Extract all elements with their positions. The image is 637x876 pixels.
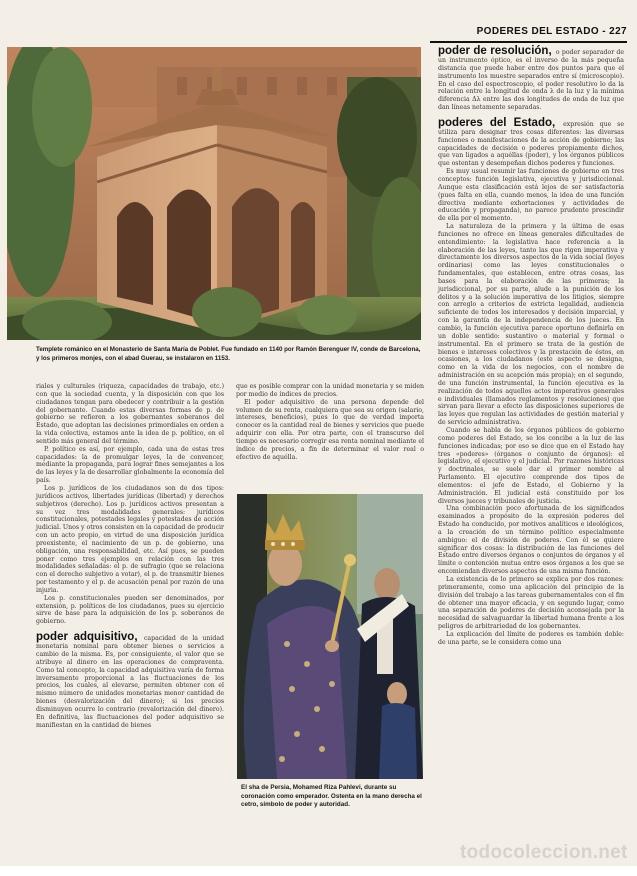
entry-term: poderes del Estado, [438, 116, 556, 129]
entry-poder-adquisitivo [36, 632, 224, 729]
entry-poderes-del-estado [438, 118, 624, 168]
paragraph: P. político es así, por ejemplo, cada una de estas tres capacidades: la de promulgar leyes, la de convencer, mediante la propaganda, para lograr fines semejantes a los de las leyes y la de desarrollar globalmente la economía del país. [36, 445, 224, 485]
monastery-photo [7, 47, 421, 340]
entry-body: o poder separador de un instrumento óptico, es el inverso de la más pequeña distancia que puede haber entre dos puntos para que el instrumento los muestre separados entre sí (microscopio). En el caso del espectroscopio, el poder resolutivo lo da la relación entre la longitud de onda λ de la luz y la mínima diferencia Δλ entre las dos longitudes de onda de luz que dan líneas netamente separadas. [438, 49, 625, 112]
text-column-1 [36, 383, 224, 729]
paragraph: La naturaleza de la primera y la última de esas funciones no ofrece en líneas generales dificultades de entendimiento: la legislativa hace referencia a la elaboración de las leyes, tanto las que rigen imperativa y directamente los diversos aspectos de la vida social (leyes ordinarias) como las leyes constitucionales o fundamentales, que establecen, entre otras cosas, las bases para la elaboración de las primeras; la jurisdiccional, por su parte, alude a la punición de los delitos y a la solución imperativa de los litigios, siempre con arreglo a criterios de estricta legalidad, audiencia suficiente de todos los interesados y decisión imparcial, y con la garantía de la independencia de los jueces. En cambio, la función ejecutiva parece oportuno definirla en un doble sentido: sustantivo o material y formal o instrumental. En el primero se trata de la gestión de bienes e intereses colectivos y la prestación de éstos, en ocasiones, a los ciudadanos (este aspecto se designa, como en la vida de los negocios, con el nombre de administración en su acepción más propia); en el segundo, de una función instrumental, la función ejecutiva es la realización de todos aquellos actos imperativos generales e individuales (llamados reglamentos y resoluciones) que sirvan para llevar a efecto las disposiciones superiores de las leyes que regulan las actividades de gestión material y de servicio administrativa. [438, 223, 624, 427]
header-rule [430, 41, 627, 43]
paragraph: Los p. jurídicos de los ciudadanos son de dos tipos: jurídicos activos, libertades jurídicas (libertad) y derechos subjetivos (derecho). Los p. jurídicos activos presentan a su vez tres modalidades generales: jurídicos constitucionales, potestades legales y potestades de acción judicial. Unos y otros consisten en la capacidad de producir con un acto propio, en virtud de una disposición jurídica preexistente, el nacimiento de un p. de gobierno, una obligación, una responsabilidad, etc. Así pues, se pueden poner como tres ejemplos en relación con las tres modalidades señaladas: el p. de sufragio (que se relaciona con el derecho subjetivo a votar), el p. de transmitir bienes por testamento y el p. de acusación penal por razón de una injuria. [36, 484, 224, 594]
running-header: PODERES DEL ESTADO - 227 [476, 26, 627, 37]
entry-poder-de-resolucion [438, 46, 624, 112]
paragraph: Cuando se habla de los órganos públicos de gobierno como poderes del Estado, se los concibe a la luz de las funciones indicadas; por eso se dice que en el Estado hay tres «poderes» (órganos o conjunto de órganos): el legislativo, el ejecutivo y el judicial. Por razones históricas y doctrinales, se suele dar el primer nombre al Parlamento. El ejecutivo comprende dos tipos de elementos: el jefe de Estado, el Gobierno y la Administración. El judicial está constituido por los diversos jueces y tribunales de justicia. [438, 426, 624, 505]
text-column-3 [438, 46, 624, 647]
entry-term: poder de resolución, [438, 45, 552, 57]
paragraph: El poder adquisitivo de una persona depende del volumen de su renta, cualquiera que sea su origen (salario, intereses, beneficios), pues lo que de verdad importa conocer es la cantidad real de bienes y servicios que puede adquirir con ella. Por otra parte, con el transcurso del tiempo es necesario corregir esa renta nominal mediante el índice de precios, a fin de determinar el valor real o efectivo de aquélla. [236, 398, 424, 461]
watermark: todocoleccion.net [460, 842, 628, 863]
photo-caption-monastery: Templete románico en el Monasterio de Santa María de Poblet. Fue fundado en 1140 por Ramón Berenguer IV, conde de Barcelona, y los primeros monjes, con el abad Guerau, se instalaron en 1153. [36, 346, 421, 362]
header-title: PODERES DEL ESTADO [476, 26, 599, 37]
page-bottom-margin [0, 866, 637, 876]
entry-body: capacidad de la unidad monetaria nominal para obtener bienes o servicios a cambio de la misma. Es, por consiguiente, el valor que se atribuye al dinero en las operaciones de compraventa. Como tal concepto, la capacidad adquisitiva varía de forma inversamente proporcional a las fluctuaciones de los precios, los cuales, al elevarse, permiten obtener con el mismo número de unidades monetarias menor cantidad de bienes (desvalorización del dinero); si los precios disminuyen ocurre lo contrario (revalorización del dinero). En definitiva, las fluctuaciones del poder adquisitivo se manifiestan en la cantidad de bienes [36, 635, 224, 729]
text-column-2 [236, 383, 424, 461]
photo-caption-shah: El sha de Persia, Mohamed Riza Pahlevi, durante su coronación como emperador. Ostenta en la mano derecha el cetro, símbolo de poder y autoridad. [241, 784, 422, 809]
paragraph: que es posible comprar con la unidad monetaria y se miden por medio de índices de precios. [236, 383, 424, 398]
entry-term: poder adquisitivo, [36, 631, 138, 644]
entry-body: expresión que se utiliza para designar tres cosas diferentes: las diversas funciones o manifestaciones de la acción de gobierno; las capacidades de decisión o poderes propiamente dichos, que van ligados a aquéllas (poder), y los órganos públicos que ostentan y desempeñan dichos poderes y funciones. [438, 120, 624, 168]
paragraph: Una combinación poco afortunada de los significados examinados a propósito de la expresión poderes del Estado ha conducido, por motivos analíticos e ideológicos, a la creación de un término político especialmente ambiguo: el de división de poderes. Con él se quiere significar dos cosas: la distribución de las funciones del Estado entre diversos órganos o conjuntos de órganos y el límite o contención mutua entre esos órganos a los que se encomiendan diversos aspectos de una misma función. [438, 505, 624, 576]
page-number: 227 [609, 26, 627, 37]
paragraph: Los p. constitucionales pueden ser denominados, por extensión, p. políticos de los ciudadanos, pues su ejercicio sirve de base para la adquisición de los p. soberanos de gobierno. [36, 594, 224, 626]
paragraph: La existencia de lo primero se explica por dos razones: primeramente, como una aplicación del principio de la división del trabajo a las tareas gubernamentales con el fin de obtener una mayor eficacia, y en segundo lugar, como una separación de poderes de decisión aconsejada por la necesidad de salvaguardar la libertad humana frente a los peligros de arbitrariedad de los gobernantes. [438, 576, 624, 631]
shah-coronation-photo [237, 494, 423, 779]
paragraph: riales y culturales (riqueza, capacidades de trabajo, etc.) con que la sociedad cuenta, y la disposición con que los ciudadanos tengan para obedecer y contribuir a la gestión del gobernante. Cuando estas diversas formas de p. de gobierno se refieren a los gobernantes soberanos del Estado, que adoptan las decisiones primordiales en orden a la vida colectiva, estamos ante la idea de p. político, en el sentido más general del término. [36, 383, 224, 445]
paragraph: Es muy usual resumir las funciones de gobierno en tres conceptos: función legislativa, ejecutiva y jurisdiccional. Aunque esta clasificación está lejos de ser satisfactoria (pues falta en ella, cuando menos, la idea de una función directiva mediante exhortaciones y actividades de educación y propaganda), no parece prudente prescindir de ella por el momento. [438, 168, 624, 223]
paragraph: La explicación del límite de poderes es también doble: de una parte, se le considera como una [438, 630, 624, 646]
